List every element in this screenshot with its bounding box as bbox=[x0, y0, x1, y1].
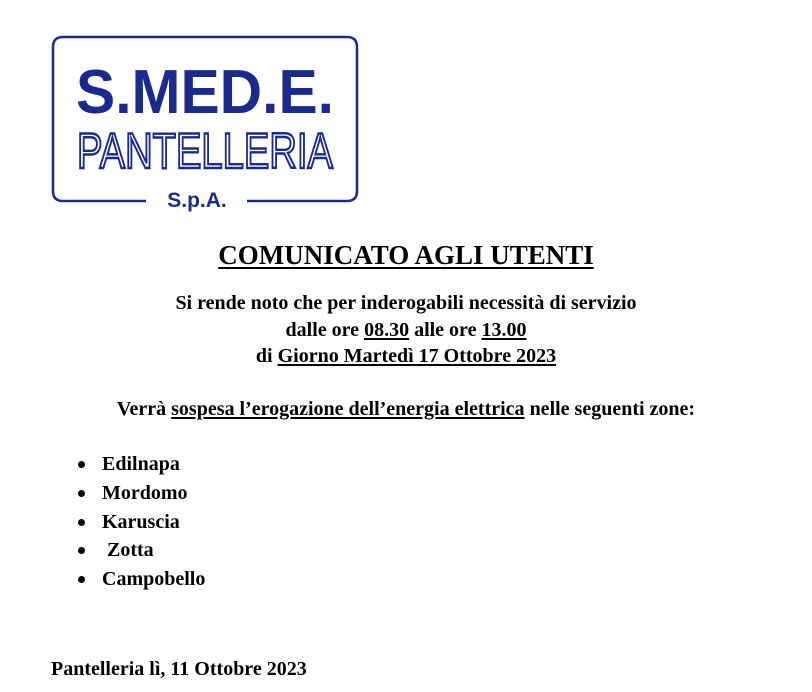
logo-spa-text: S.p.A. bbox=[167, 189, 227, 212]
start-time: 08.30 bbox=[364, 318, 410, 341]
bullet-icon bbox=[78, 490, 85, 497]
page-title: COMUNICATO AGLI UTENTI bbox=[218, 240, 594, 270]
zone-name: Mordomo bbox=[102, 481, 188, 504]
zone-list bbox=[78, 450, 205, 594]
zone-name: Karuscia bbox=[102, 510, 180, 533]
notice-emphasis: sospesa l’erogazione dell’energia elettrica bbox=[171, 398, 525, 420]
intro-date-prefix: di bbox=[255, 345, 278, 367]
intro-time-mid: alle ore bbox=[409, 318, 482, 341]
company-logo bbox=[51, 35, 359, 212]
outage-notice bbox=[0, 396, 812, 422]
zone-name: Zotta bbox=[102, 539, 154, 562]
list-item bbox=[78, 479, 205, 508]
logo-main-text: S.MED.E. bbox=[76, 58, 334, 127]
company-logo-graphic bbox=[51, 35, 359, 212]
place-date-line: Pantelleria lì, 11 Ottobre 2023 bbox=[51, 658, 307, 680]
bullet-icon bbox=[78, 461, 85, 468]
logo-sub-text: PANTELLERIA bbox=[77, 123, 334, 179]
bullet-icon bbox=[78, 576, 85, 583]
intro-line-1: Si rende noto che per inderogabili necessità di servizio bbox=[175, 292, 637, 314]
list-item bbox=[78, 450, 205, 479]
intro-line-3 bbox=[0, 343, 812, 370]
outage-date: Giorno Martedì 17 Ottobre 2023 bbox=[277, 345, 557, 367]
list-item bbox=[78, 536, 205, 565]
notice-prefix: Verrà bbox=[116, 398, 172, 420]
notice-suffix: nelle seguenti zone: bbox=[524, 398, 696, 420]
intro-line-2 bbox=[0, 317, 812, 344]
end-time: 13.00 bbox=[481, 318, 527, 341]
zone-name: Edilnapa bbox=[102, 453, 180, 475]
list-item bbox=[78, 508, 205, 537]
list-item bbox=[78, 565, 205, 594]
bullet-icon bbox=[78, 519, 85, 526]
bullet-icon bbox=[78, 547, 85, 554]
intro-paragraph bbox=[0, 290, 812, 370]
zone-name: Campobello bbox=[102, 568, 206, 591]
intro-time-prefix: dalle ore bbox=[285, 318, 365, 341]
